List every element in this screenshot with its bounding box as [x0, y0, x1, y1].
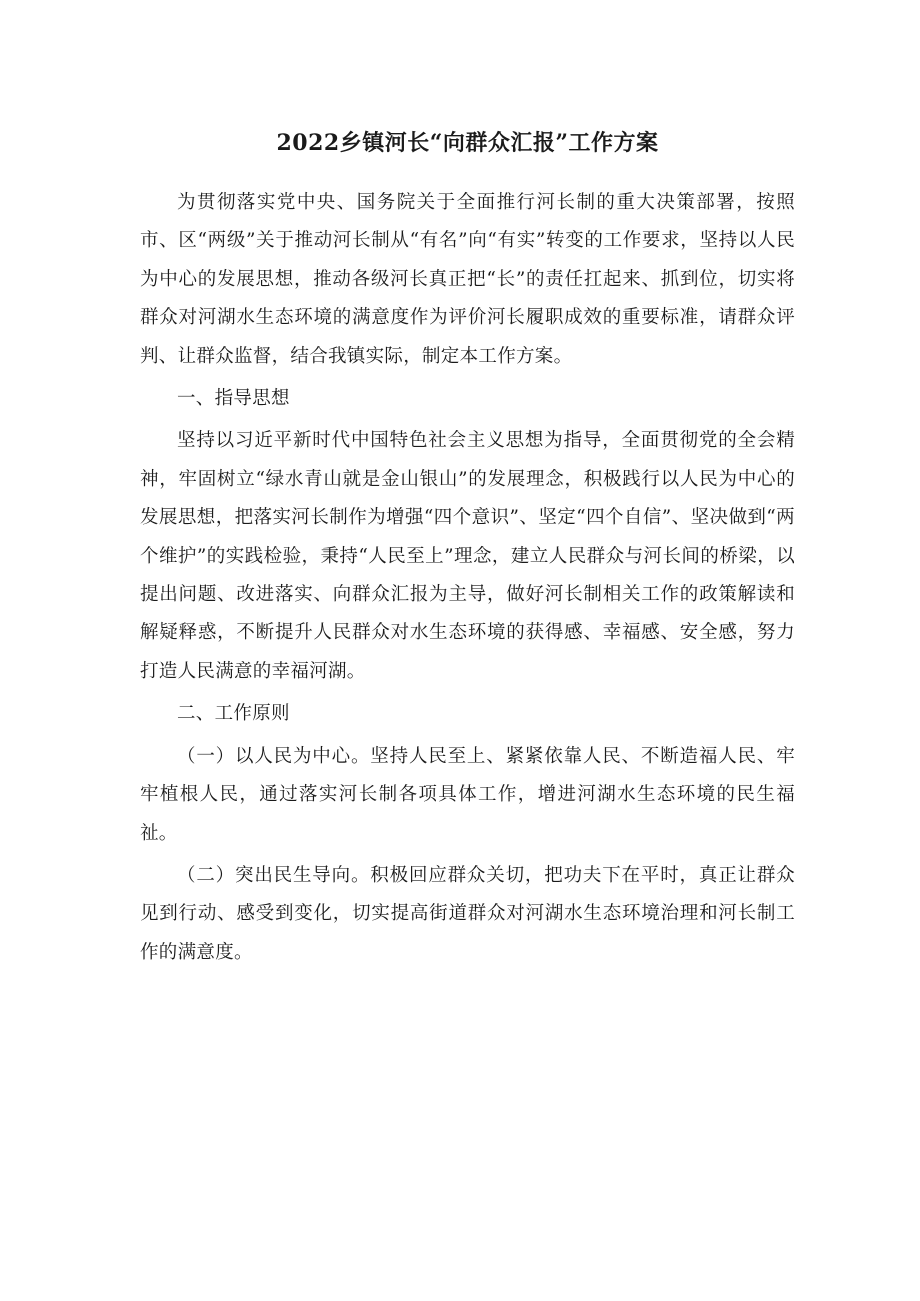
section-heading-work-principles: 二、工作原则 [177, 703, 290, 725]
document-title: 2022乡镇河长“向群众汇报”工作方案 [276, 130, 659, 156]
principle-people-centered: （一）以人民为中心。坚持人民至上、紧紧依靠人民、不断造福人民、牢牢植根人民，通过落实河长制各项具体工作，增进河湖水生态环境的民生福祉。 [140, 745, 795, 844]
guiding-thought-paragraph: 坚持以习近平新时代中国特色社会主义思想为指导，全面贯彻党的全会精神，牢固树立“绿水青山就是金山银山”的发展理念，积极践行以人民为中心的发展思想，把落实河长制作为增强“四个意识”、坚定“四个自信”、坚决做到“两个维护”的实践检验，秉持“人民至上”理念，建立人民群众与河长间的桥梁，以提出问题、改进落实、向群众汇报为主导，做好河长制相关工作的政策解读和解疑释惑，不断提升人民群众对水生态环境的获得感、幸福感、安全感，努力打造人民满意的幸福河湖。 [140, 430, 795, 682]
document-page [140, 128, 795, 976]
intro-paragraph: 为贯彻落实党中央、国务院关于全面推行河长制的重大决策部署，按照市、区“两级”关于推动河长制从“有名”向“有实”转变的工作要求，坚持以人民为中心的发展思想，推动各级河长真正把“长”的责任扛起来、抓到位，切实将群众对河湖水生态环境的满意度作为评价河长履职成效的重要标准，请群众评判、让群众监督，结合我镇实际，制定本工作方案。 [140, 192, 795, 367]
section-heading-guiding-thought: 一、指导思想 [177, 388, 290, 410]
principle-livelihood-oriented: （二）突出民生导向。积极回应群众关切，把功夫下在平时，真正让群众见到行动、感受到变化，切实提高街道群众对河湖水生态环境治理和河长制工作的满意度。 [140, 864, 795, 963]
